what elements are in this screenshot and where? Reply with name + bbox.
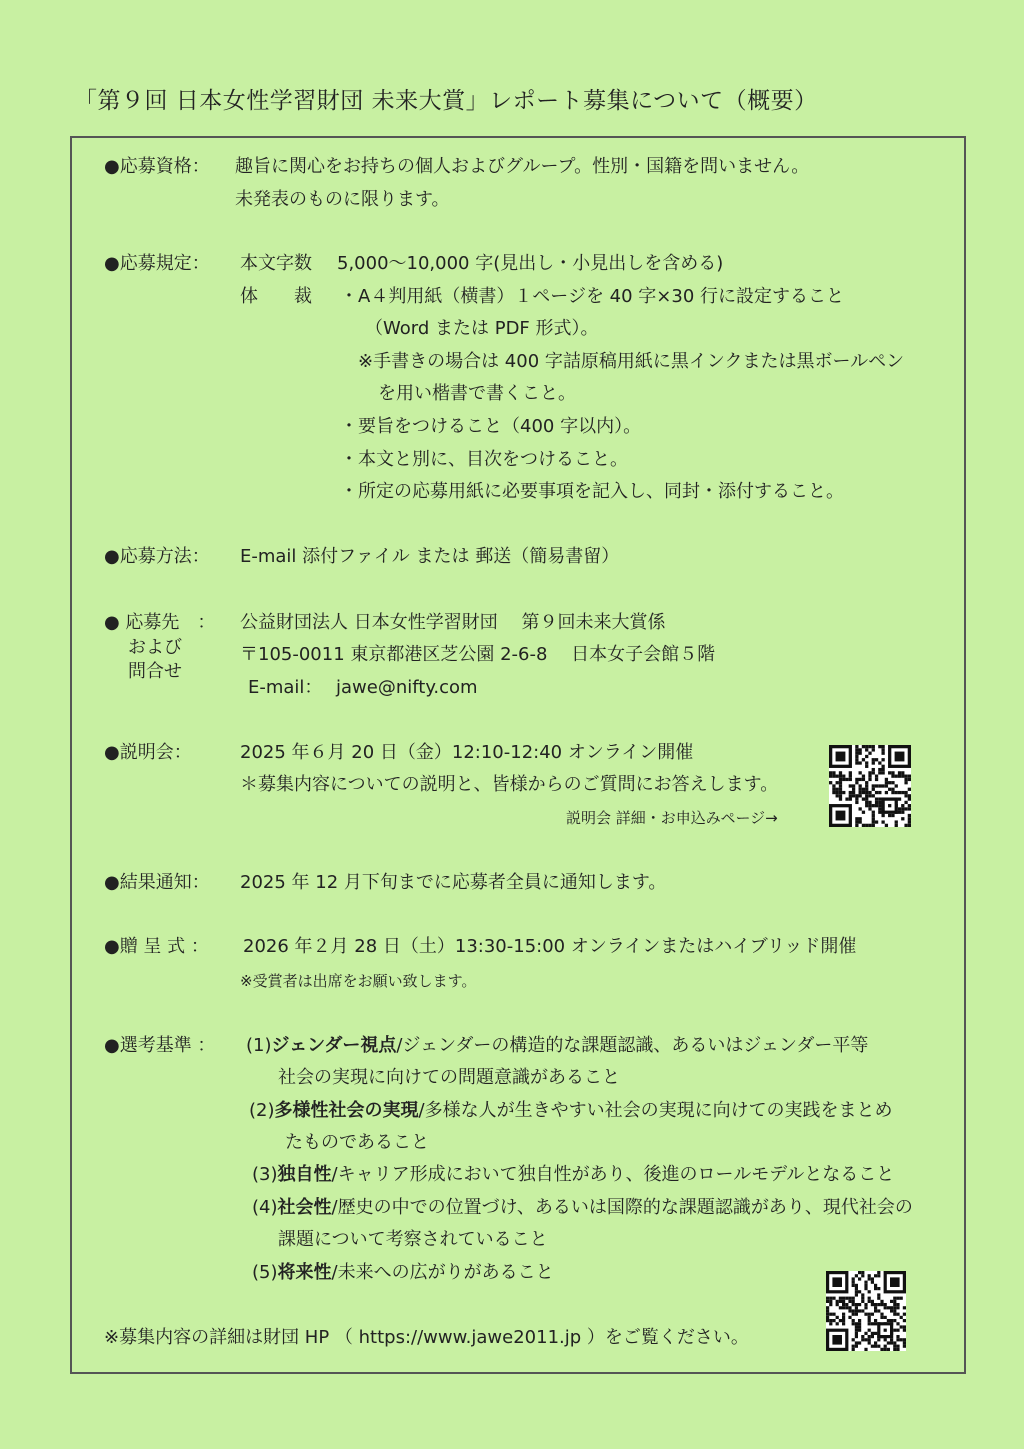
criteria-item-5-num: (5) — [252, 1262, 278, 1283]
criteria-item-4-text: /歴史の中での位置づけ、あるいは国際的な課題認識があり、現代社会の — [331, 1197, 913, 1218]
eligibility-line2: 未発表のものに限ります。 — [235, 189, 450, 210]
criteria-label: ●選考基準 ： — [104, 1035, 216, 1056]
ceremony-note: ※受賞者は出席をお願い致します。 — [240, 972, 477, 990]
briefing-link[interactable]: 説明会 詳細・お申込みページ→ — [566, 809, 778, 827]
ceremony-datetime: 2026 年２月 28 日（土）13:30-15:00 オンラインまたはハイブリッド開催 — [243, 936, 857, 957]
rules-format-line2: （Word または PDF 形式）。 — [365, 318, 599, 339]
criteria-item-3-num: (3) — [252, 1164, 278, 1185]
rules-format-line1: ・A４判用紙（横書）１ページを 40 字×30 行に設定すること — [340, 286, 845, 307]
method-label: ●応募方法： — [104, 546, 210, 567]
contact-address: 〒105-0011 東京都港区芝公園 2-6-8 日本女子会館５階 — [240, 644, 716, 665]
briefing-qr-code[interactable] — [829, 745, 911, 827]
website-qr-code[interactable] — [826, 1271, 906, 1351]
criteria-item-5-text: /未来への広がりがあること — [331, 1262, 554, 1283]
briefing-datetime: 2025 年６月 20 日（金）12:10-12:40 オンライン開催 — [240, 742, 694, 763]
criteria-item-3-text: /キャリア形成において独自性があり、後進のロールモデルとなること — [331, 1164, 895, 1185]
criteria-item-1-num: (1) — [246, 1035, 272, 1056]
rules-toc: ・本文と別に、目次をつけること。 — [340, 449, 628, 470]
result-label: ●結果通知： — [104, 872, 210, 893]
rules-count-value: 5,000～10,000 字(見出し・小見出しを含める) — [337, 253, 724, 274]
method-value: E-mail 添付ファイル または 郵送（簡易書留） — [240, 546, 620, 567]
eligibility-line1: 趣旨に関心をお持ちの個人およびグループ。性別・国籍を問いません。 — [235, 156, 810, 177]
criteria-item-1-text: /ジェンダーの構造的な課題認識、あるいはジェンダー平等 — [396, 1035, 869, 1056]
ceremony-label: ●贈 呈 式 ： — [104, 936, 209, 957]
eligibility-label: ●応募資格： — [104, 156, 210, 177]
page-title: 「第９回 日本女性学習財団 未来大賞」レポート募集について（概要） — [74, 88, 818, 114]
result-value: 2025 年 12 月下旬までに応募者全員に通知します。 — [240, 872, 667, 893]
footer-note: ※募集内容の詳細は財団 HP （ https://www.jawe2011.jp ）をご覧ください。 — [104, 1327, 749, 1348]
criteria-item-4-title: 社会性 — [277, 1197, 332, 1218]
contact-org: 公益財団法人 日本女性学習財団 第９回未来大賞係 — [240, 612, 666, 633]
criteria-item-4 — [252, 1196, 913, 1220]
contact-email-link[interactable]: jawe@nifty.com — [336, 677, 478, 698]
criteria-item-5 — [252, 1261, 554, 1285]
rules-summary: ・要旨をつけること（400 字以内）。 — [340, 416, 642, 437]
rules-count-label: 本文字数 — [240, 253, 312, 274]
criteria-item-3 — [252, 1163, 894, 1187]
criteria-item-3-title: 独自性 — [277, 1164, 332, 1185]
contact-label-line3: 問合せ — [128, 661, 182, 682]
criteria-item-1-title: ジェンダー視点 — [271, 1035, 397, 1056]
criteria-item-2-num: (2) — [249, 1100, 275, 1121]
criteria-item-1-cont: 社会の実現に向けての問題意識があること — [278, 1067, 620, 1088]
criteria-item-5-title: 将来性 — [277, 1262, 332, 1283]
rules-handwritten-line1: ※手書きの場合は 400 字詰原稿用紙に黒インクまたは黒ボールペン — [358, 351, 905, 372]
briefing-note: ＊募集内容についての説明と、皆様からのご質問にお答えします。 — [240, 774, 779, 795]
rules-handwritten-line2: を用い楷書で書くこと。 — [378, 383, 576, 404]
criteria-item-2 — [249, 1099, 893, 1123]
criteria-item-2-title: 多様性社会の実現 — [274, 1100, 419, 1121]
rules-label: ●応募規定： — [104, 253, 210, 274]
criteria-item-2-cont: たものであること — [285, 1132, 429, 1153]
criteria-item-4-num: (4) — [252, 1197, 278, 1218]
rules-form: ・所定の応募用紙に必要事項を記入し、同封・添付すること。 — [340, 481, 844, 502]
contact-email-label: E-mail： — [248, 677, 323, 698]
rules-format-label: 体 裁 — [240, 286, 312, 307]
contact-label-line2: および — [128, 637, 182, 658]
criteria-item-4-cont: 課題について考察されていること — [278, 1229, 548, 1250]
briefing-label: ●説明会： — [104, 742, 192, 763]
contact-label: ● 応募先 ： — [104, 612, 216, 633]
criteria-item-2-text: /多様な人が生きやすい社会の実現に向けての実践をまとめ — [418, 1100, 893, 1121]
criteria-item-1 — [246, 1034, 868, 1058]
